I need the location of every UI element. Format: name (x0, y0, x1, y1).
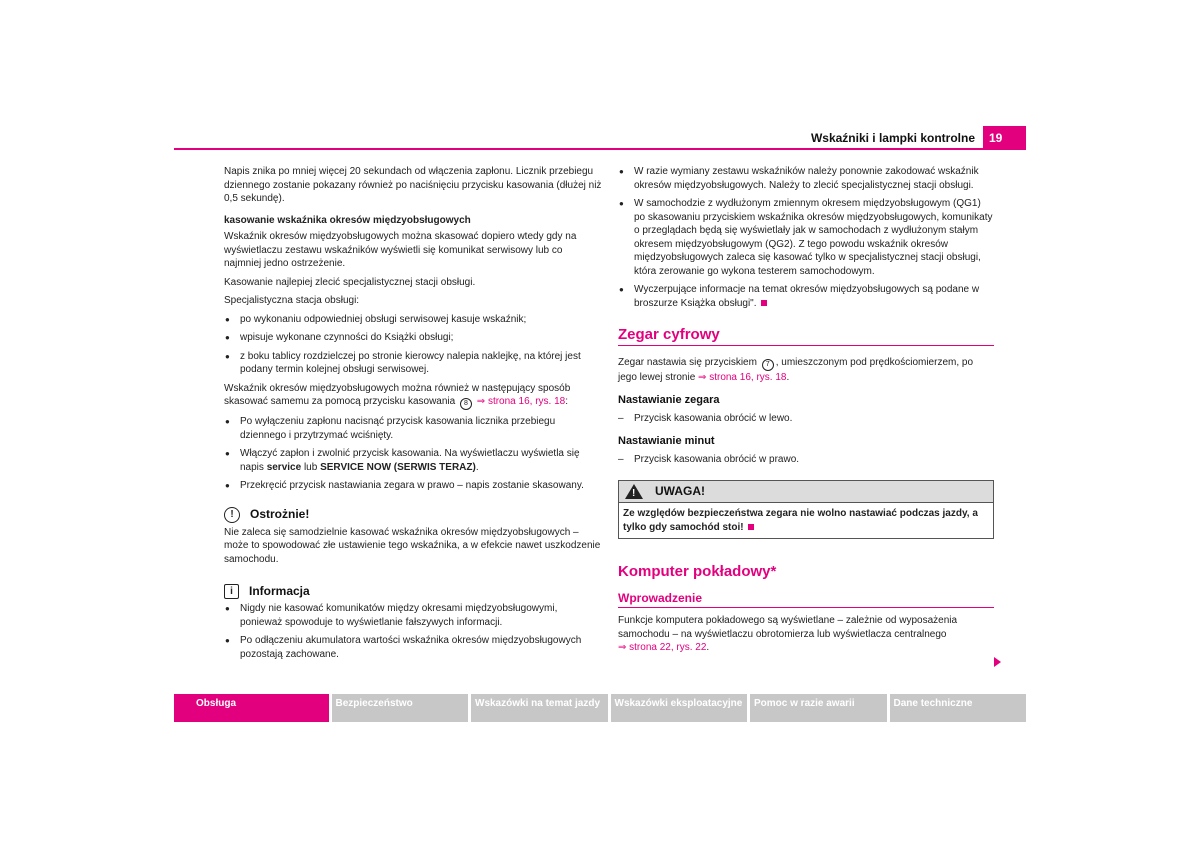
paragraph: Napis znika po mniej więcej 20 sekundach od włączenia zapłonu. Licznik przebiegu dziennego zostanie pokazany również po naciśnięciu przycisku kasowania (dłużej niż 0,5 sekundę). (224, 166, 602, 204)
tab-pomoc[interactable]: Pomoc w razie awarii (750, 694, 887, 722)
warning-header (619, 481, 993, 503)
paragraph-text: Wskaźnik okresów międzyobsługowych można również w następujący sposób skasować samemu za pomocą przycisku kasowania (224, 382, 571, 407)
caution-text: Nie zaleca się samodzielnie kasować wskaźnika okresów międzyobsługowych – może to spowodować złe ustawienie tego wskaźnika, a w efekcie nawet uszkodzenie samochodu. (224, 526, 601, 565)
paragraph: Wskaźnik okresów międzyobsługowych można skasować dopiero wtedy gdy na wyświetlaczu zestawu wskaźników wyświetli się komunikat serwisowy lub co najmniej jedno ostrzeżenie. (224, 231, 577, 269)
subsection-heading-intro: Wprowadzenie (618, 592, 994, 609)
list-item (618, 283, 994, 310)
list-item: ● Nigdy nie kasować komunikatów między okresami międzyobsługowymi, ponieważ spowoduje to wyświetlanie fałszywych informacji. (224, 602, 602, 629)
section-heading-computer: Komputer pokładowy* (618, 563, 777, 580)
chapter-navigation (174, 694, 1026, 722)
paragraph (224, 382, 602, 411)
display-message-service-now: SERVICE NOW (SERWIS TERAZ) (320, 461, 476, 473)
button-reference-number: 7 (762, 359, 774, 371)
section-heading-clock: Zegar cyfrowy (618, 328, 994, 346)
paragraph (618, 614, 994, 655)
subheading-reset: kasowanie wskaźnika okresów międzyobsługowych (224, 214, 471, 226)
info-header (224, 584, 602, 599)
paragraph (618, 356, 994, 385)
list-item: ● z boku tablicy rozdzielczej po stronie kierowcy nalepia naklejkę, na której jest podany termin kolejnej obsługi serwisowej. (224, 350, 602, 377)
paragraph-text: Zegar nastawia się przyciskiem (618, 356, 757, 368)
warning-triangle-icon (625, 484, 643, 499)
warning-text (619, 503, 993, 538)
instruction-step: – Przycisk kasowania obrócić w lewo. (618, 412, 994, 426)
list-item: ● po wykonaniu odpowiedniej obsługi serwisowej kasuje wskaźnik; (224, 313, 602, 327)
tab-bezpieczenstwo[interactable]: Bezpieczeństwo (332, 694, 469, 722)
section-end-marker (748, 524, 754, 530)
info-icon: i (224, 584, 239, 599)
tab-obsluga[interactable]: Obsługa (174, 694, 329, 722)
warning-box (618, 480, 994, 539)
paragraph: Kasowanie najlepiej zlecić specjalistycznej stacji obsługi. (224, 276, 476, 288)
warning-body-text: Ze względów bezpieczeństwa zegara nie wolno nastawiać podczas jazdy, a tylko gdy samochód stoi! (623, 508, 978, 533)
section-end-marker (761, 300, 767, 306)
left-column (224, 165, 602, 666)
tab-wskazowki-eksploatacyjne[interactable]: Wskazówki eksploatacyjne (611, 694, 748, 722)
list-item (224, 447, 602, 474)
header-rule (174, 148, 1026, 150)
list-item: ● Po wyłączeniu zapłonu nacisnąć przycisk kasowania licznika przebiegu dziennego i przytrzymać wciśnięty. (224, 415, 602, 442)
caution-header (224, 507, 602, 523)
page-number: 19 (983, 126, 1026, 150)
list-item: ● wpisuje wykonane czynności do Książki obsługi; (224, 331, 602, 345)
instruction-step: – Przycisk kasowania obrócić w prawo. (618, 453, 994, 467)
punctuation: . (475, 461, 479, 473)
caution-title: Ostrożnie! (250, 506, 310, 521)
continue-arrow-icon (994, 657, 1001, 667)
list-item-text: lub (303, 461, 318, 473)
list-item-text: Wyczerpujące informacje na temat okresów międzyobsługowych są podane w broszurze Książka obsługi". (634, 284, 980, 309)
punctuation: . (786, 371, 790, 383)
list-item-text: Włączyć zapłon i zwolnić przycisk kasowania. Na wyświetlaczu wyświetla się napis (240, 448, 580, 473)
running-header-title: Wskaźniki i lampki kontrolne (810, 131, 975, 145)
list-item: ● Przekręcić przycisk nastawiania zegara w prawo – napis zostanie skasowany. (224, 479, 602, 493)
cross-reference-link[interactable]: ⇒ strona 22, rys. 22 (618, 642, 707, 653)
paragraph: Specjalistyczna stacja obsługi: (224, 295, 360, 306)
subheading-set-clock: Nastawianie zegara (618, 394, 720, 406)
punctuation: : (565, 396, 568, 407)
tab-dane-techniczne[interactable]: Dane techniczne (890, 694, 1027, 722)
info-title: Informacja (249, 583, 310, 598)
cross-reference-link[interactable]: ⇒ strona 16, rys. 18 (698, 371, 787, 383)
subheading-set-minutes: Nastawianie minut (618, 435, 715, 447)
display-message-service: service (266, 461, 302, 473)
punctuation: . (706, 642, 710, 653)
paragraph-text: , umieszczonym pod prędkościomierzem, po jego lewej stronie (618, 356, 974, 383)
tab-wskazowki-jazdy[interactable]: Wskazówki na temat jazdy (471, 694, 608, 722)
cross-reference-link[interactable]: ⇒ strona 16, rys. 18 (476, 396, 566, 407)
warning-title: UWAGA! (655, 483, 705, 498)
list-item: ● W razie wymiany zestawu wskaźników należy ponownie zakodować wskaźnik okresów międzyobsługowych. Należy to zlecić specjalistycznej stacji obsługi. (618, 165, 994, 192)
right-column (618, 165, 994, 660)
caution-icon: ! (224, 507, 240, 523)
list-item: ● W samochodzie z wydłużonym zmiennym okresem międzyobsługowym (QG1) po skasowaniu przyciskiem wskaźnika okresów międzyobsługowych, komunikaty o przeglądach będą się wyświetlały jak w samochodach z wydłużonym stałym okresem międzyobsługowym (QG2). Z tego powodu wskaźnik okresów międzyobsługowych zaleca się kasować tylko w specjalistycznej stacji obsługi, która zerowanie go wykona testerem samochodowym. (618, 197, 994, 278)
list-item: ● Po odłączeniu akumulatora wartości wskaźnika okresów międzyobsługowych pozostają zachowane. (224, 634, 602, 661)
button-reference-number: 8 (460, 398, 472, 410)
paragraph-text: Funkcje komputera pokładowego są wyświetlane – zależnie od wyposażenia samochodu – na wyświetlaczu obrotomierza lub wyświetlacza centralnego (618, 615, 958, 640)
